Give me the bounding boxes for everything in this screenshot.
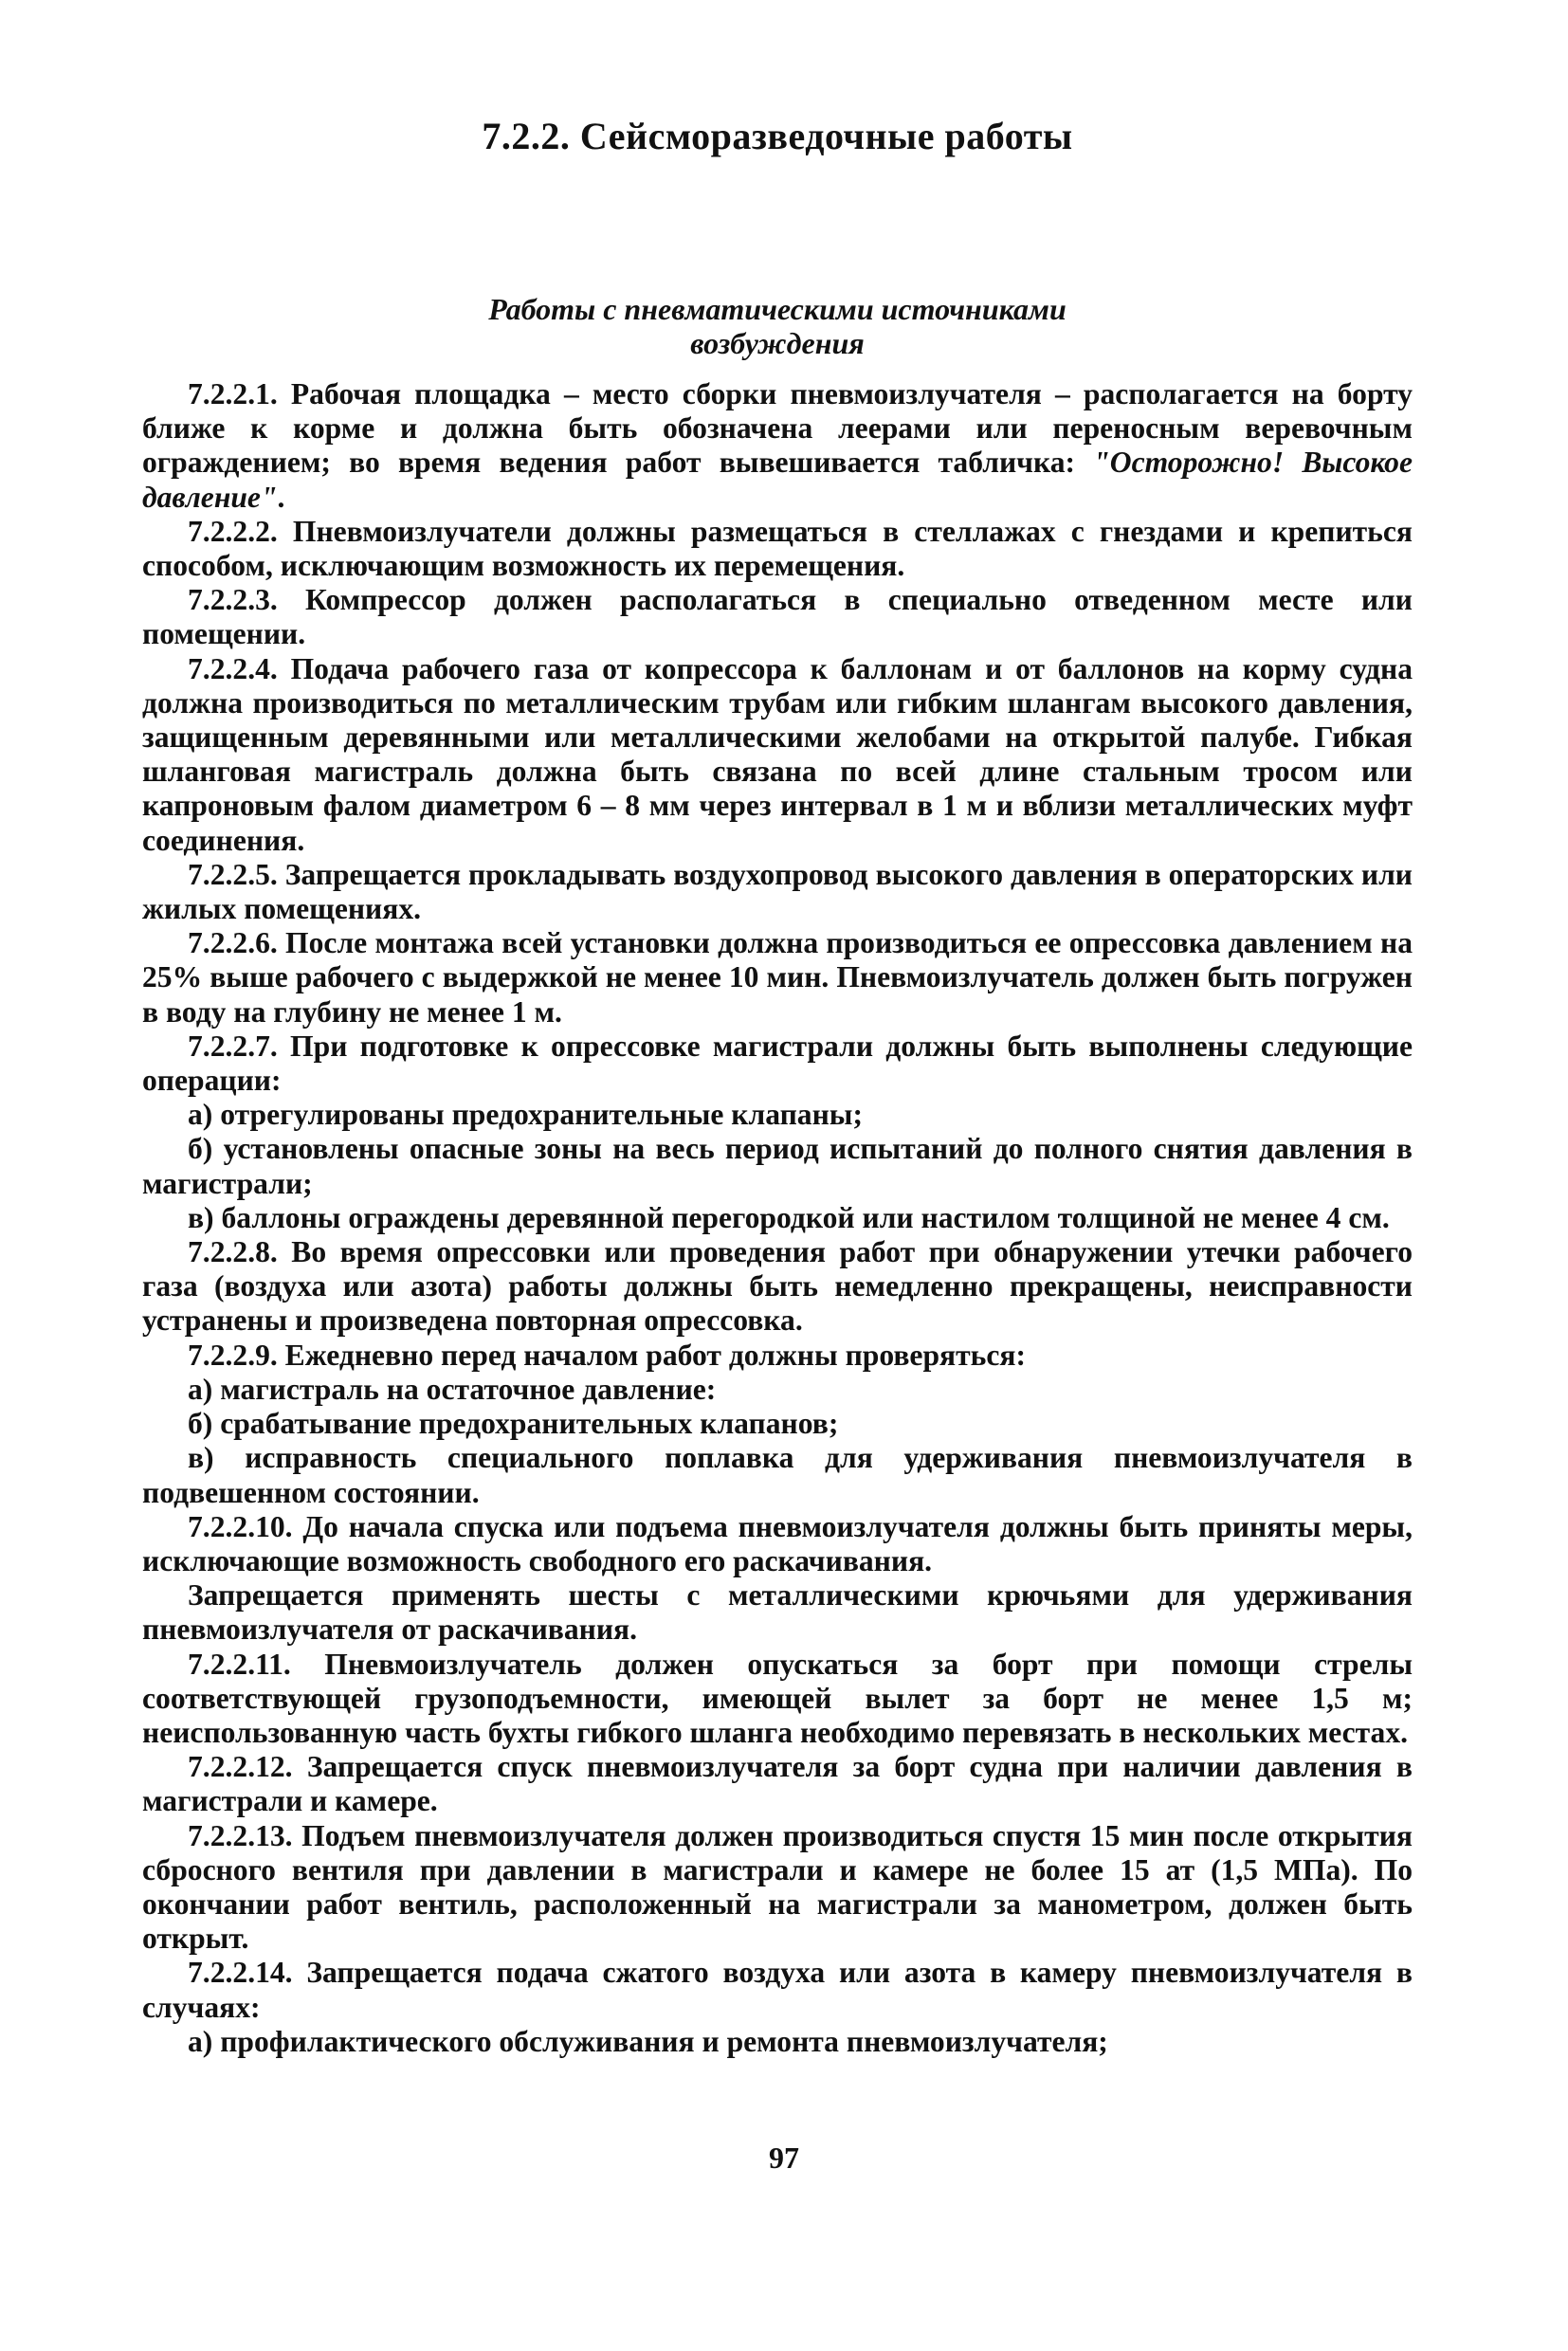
paragraph-7-2-2-10: 7.2.2.10. До начала спуска или подъема пневмоизлучателя должны быть приняты меры, исключающие возможность свободного его раскачивания. [142, 1509, 1413, 1577]
paragraph-7-2-2-1: 7.2.2.1. Рабочая площадка – место сборки пневмоизлучателя – располагается на борту ближе к корме и должна быть обозначена леерами или переносным веревочным ограждением; во время ведения работ вывешивается табличка: "Осторожно! Высокое давление". [142, 377, 1413, 514]
list-item: а) отрегулированы предохранительные клапаны; [188, 1098, 864, 1132]
list-item: а) профилактического обслуживания и ремонта пневмоизлучателя; [188, 2024, 1108, 2058]
list-item: в) исправность специального поплавка для удерживания пневмоизлучателя в подвешенном состоянии. [142, 1441, 1413, 1509]
document-page [142, 114, 1413, 2059]
paragraph-7-2-2-5: 7.2.2.5. Запрещается прокладывать воздухопровод высокого давления в операторских или жилых помещениях. [142, 857, 1413, 926]
paragraph-7-2-2-6: 7.2.2.6. После монтажа всей установки должна производиться ее опрессовка давлением на 25% выше рабочего с выдержкой не менее 10 мин. Пневмоизлучатель должен быть погружен в воду на глубину не менее 1 м. [142, 926, 1413, 1029]
paragraph-7-2-2-9: 7.2.2.9. Ежедневно перед началом работ должны проверяться: [188, 1338, 1026, 1372]
paragraph-7-2-2-14: 7.2.2.14. Запрещается подача сжатого воздуха или азота в камеру пневмоизлучателя в случаях: [142, 1956, 1413, 2024]
list-item: а) магистраль на остаточное давление: [188, 1372, 717, 1406]
subsection-title [142, 292, 1413, 360]
list-item: в) баллоны ограждены деревянной перегородкой или настилом толщиной не менее 4 см. [188, 1200, 1390, 1234]
page-number: 97 [769, 2141, 799, 2175]
list-item: б) срабатывание предохранительных клапанов; [188, 1407, 839, 1441]
paragraph-7-2-2-4: 7.2.2.4. Подача рабочего газа от копрессора к баллонам и от баллонов на корму судна должна производиться по металлическим трубам или гибким шлангам высокого давления, защищенным деревянными или металлическими желобами на открытой палубе. Гибкая шланговая магистраль должна быть связана по всей длине стальным тросом или капроновым фалом диаметром 6 – 8 мм через интервал в 1 м и вблизи металлических муфт соединения. [142, 651, 1413, 857]
paragraph-prohibition-poles: Запрещается применять шесты с металлическими крючьями для удерживания пневмоизлучателя от раскачивания. [142, 1578, 1413, 1647]
subsection-title-line-2: возбуждения [690, 326, 865, 360]
warning-sign-text: "Осторожно! Высокое давление" [142, 446, 1413, 514]
paragraph-7-2-2-7: 7.2.2.7. При подготовке к опрессовке магистрали должны быть выполнены следующие операции: [142, 1029, 1413, 1098]
section-title: 7.2.2. Сейсморазведочные работы [482, 115, 1073, 157]
subsection-title-line-1: Работы с пневматическими источниками [488, 292, 1067, 326]
document-body [142, 377, 1413, 2059]
paragraph-7-2-2-13: 7.2.2.13. Подъем пневмоизлучателя должен производиться спустя 15 мин после открытия сбросного вентиля при давлении в магистрали и камере не более 15 ат (1,5 МПа). По окончании работ вентиль, расположенный на магистрали за манометром, должен быть открыт. [142, 1818, 1413, 1956]
list-item: б) установлены опасные зоны на весь период испытаний до полного снятия давления в магистрали; [142, 1132, 1413, 1200]
paragraph-7-2-2-3: 7.2.2.3. Компрессор должен располагаться в специально отведенном месте или помещении. [142, 583, 1413, 651]
paragraph-7-2-2-11: 7.2.2.11. Пневмоизлучатель должен опускаться за борт при помощи стрелы соответствующей грузоподъемности, имеющей вылет за борт не менее 1,5 м; неиспользованную часть бухты гибкого шланга необходимо перевязать в нескольких местах. [142, 1647, 1413, 1749]
paragraph-7-2-2-12: 7.2.2.12. Запрещается спуск пневмоизлучателя за борт судна при наличии давления в магистрали и камере. [142, 1750, 1413, 1818]
paragraph-7-2-2-8: 7.2.2.8. Во время опрессовки или проведения работ при обнаружении утечки рабочего газа (воздуха или азота) работы должны быть немедленно прекращены, неисправности устранены и произведена повторная опрессовка. [142, 1235, 1413, 1338]
paragraph-7-2-2-2: 7.2.2.2. Пневмоизлучатели должны размещаться в стеллажах с гнездами и крепиться способом, исключающим возможность их перемещения. [142, 514, 1413, 583]
